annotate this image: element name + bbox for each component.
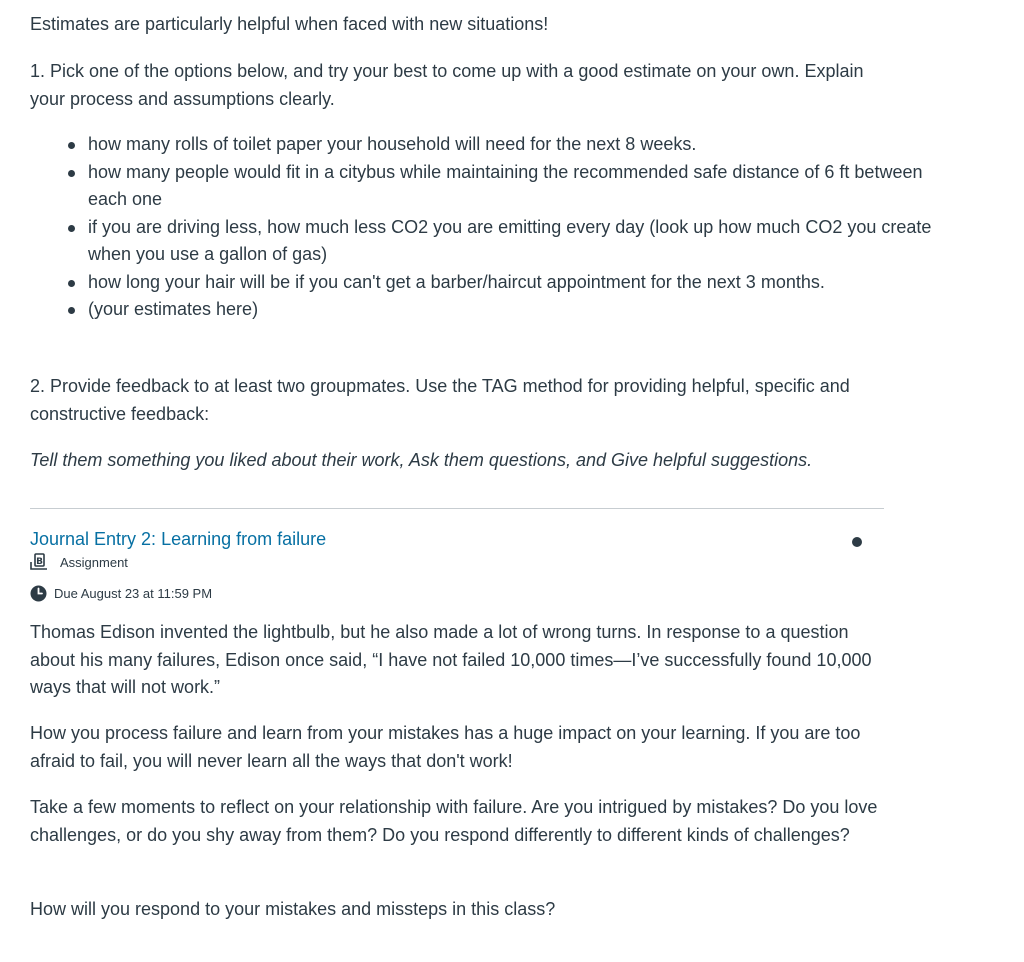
clock-icon [30, 585, 47, 602]
section-divider [30, 508, 884, 509]
svg-text:B: B [36, 557, 43, 567]
list-item: how many rolls of toilet paper your household will need for the next 8 weeks. [88, 131, 942, 159]
estimates-intro: Estimates are particularly helpful when faced with new situations! [30, 14, 549, 34]
journal-entry-title-link[interactable]: Journal Entry 2: Learning from failure [30, 529, 327, 549]
list-item: (your estimates here) [88, 296, 942, 324]
list-item: how long your hair will be if you can't get a barber/haircut appointment for the next 3 months. [88, 269, 942, 297]
item-type-label: Assignment [60, 554, 128, 570]
question-2: 2. Provide feedback to at least two groupmates. Use the TAG method for providing helpful, specific and constructive feedback: [30, 376, 850, 424]
unread-indicator [852, 537, 862, 547]
assignment-icon [30, 553, 48, 571]
question-1: 1. Pick one of the options below, and try your best to come up with a good estimate on your own. Explain your process and assumptions clearly. [30, 61, 864, 109]
due-date-label: Due August 23 at 11:59 PM [54, 585, 213, 601]
item-type-row [30, 551, 128, 573]
failure-process-paragraph: How you process failure and learn from your mistakes has a huge impact on your learning. If you are too afraid to fail, you will never learn all the ways that don't work! [30, 723, 861, 771]
reflect-paragraph: Take a few moments to reflect on your relationship with failure. Are you intrigued by mistakes? Do you love challenges, or do you shy away from them? Do you respond differently to different kinds of challenges? [30, 797, 878, 845]
respond-paragraph: How will you respond to your mistakes and missteps in this class? [30, 899, 556, 919]
estimate-options-list [30, 131, 942, 324]
tag-method-text: Tell them something you liked about their work, Ask them questions, and Give helpful suggestions. [30, 450, 813, 470]
edison-paragraph: Thomas Edison invented the lightbulb, but he also made a lot of wrong turns. In response to a question about his many failures, Edison once said, “I have not failed 10,000 times—I’ve successfully found 10,000 ways that will not work.” [30, 622, 872, 697]
due-date-row [30, 583, 212, 603]
list-item: how many people would fit in a citybus while maintaining the recommended safe distance of 6 ft between each one [88, 159, 942, 214]
list-item: if you are driving less, how much less CO2 you are emitting every day (look up how much CO2 you create when you use a gallon of gas) [88, 214, 942, 269]
